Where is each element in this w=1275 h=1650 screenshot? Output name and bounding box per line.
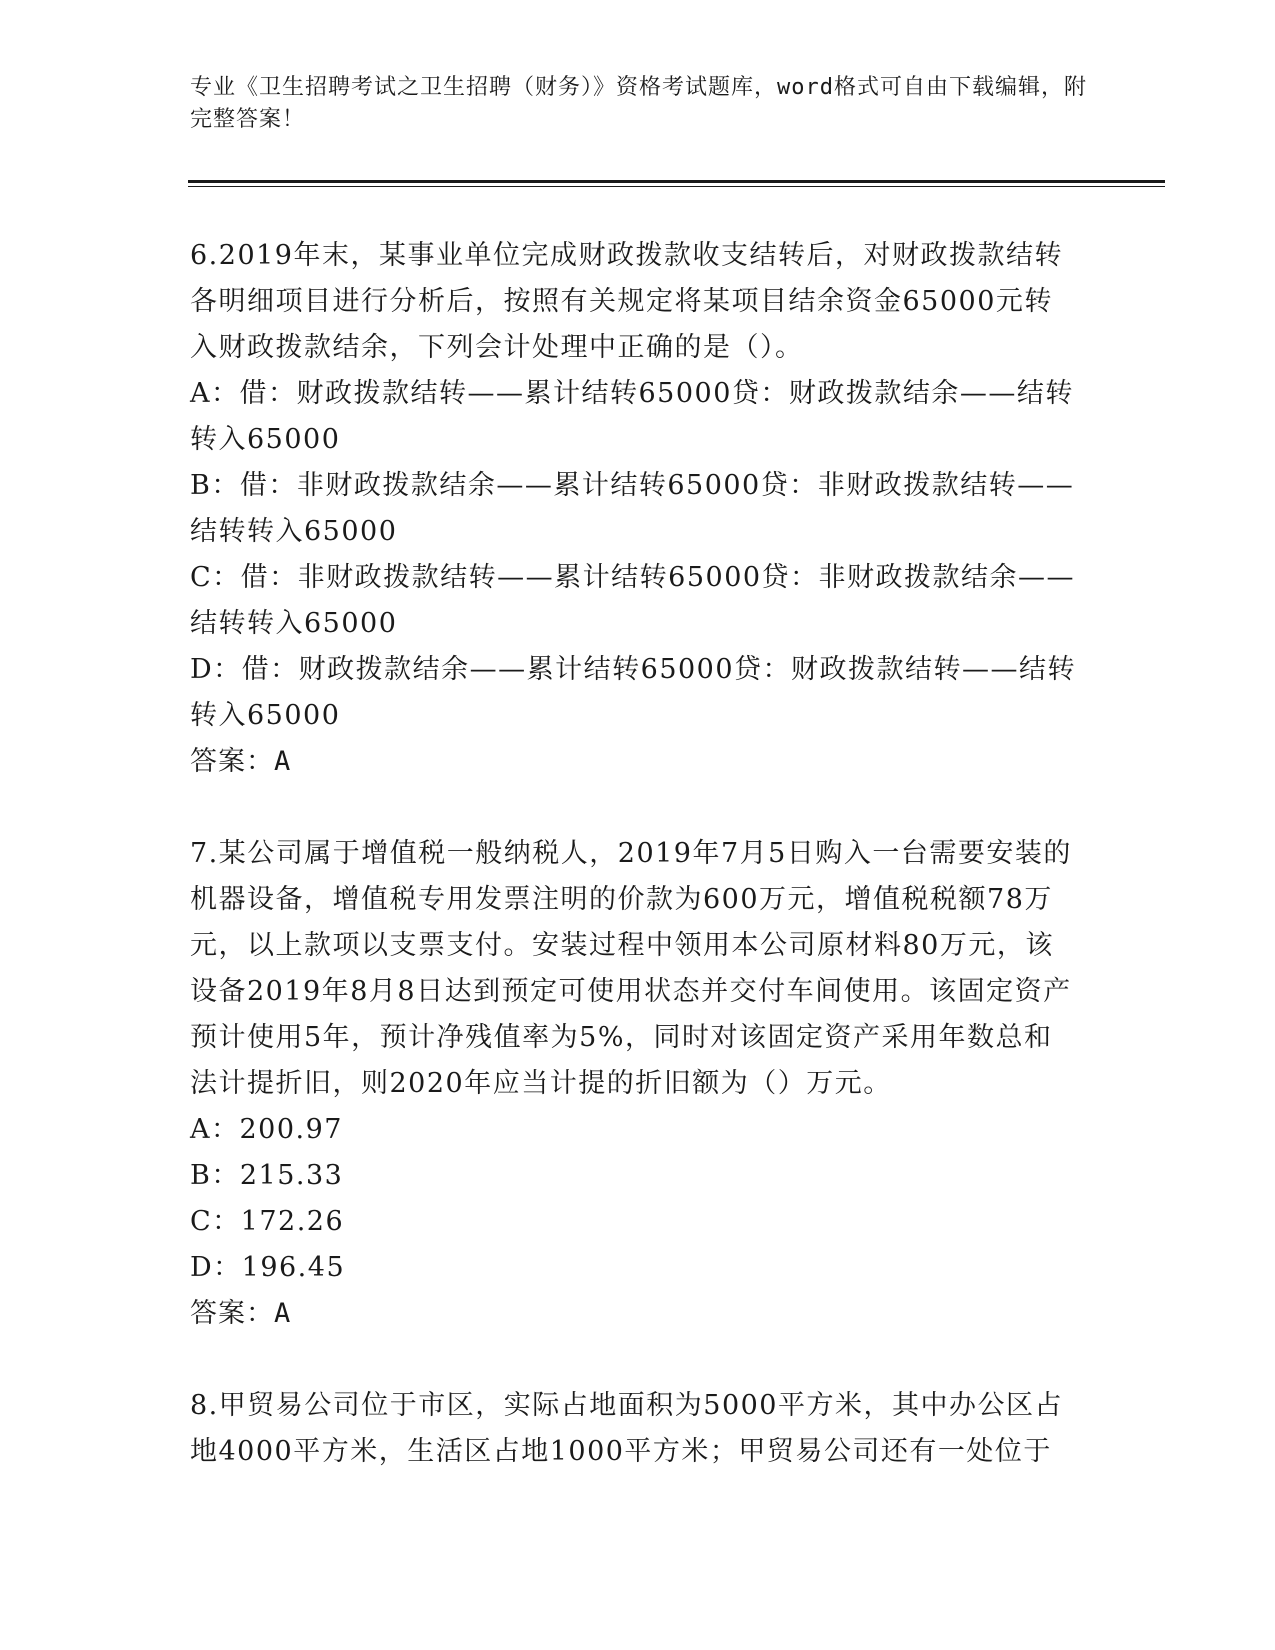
- answer-value: A: [274, 1298, 292, 1329]
- question-list: [190, 233, 1080, 1521]
- option-a: A：200.97: [190, 1114, 343, 1145]
- option-a: A：借：财政拨款结转——累计结转65000贷：财政拨款结余——结转转入65000: [190, 378, 1074, 455]
- option-b: B：215.33: [190, 1160, 344, 1191]
- question-stem: 7.某公司属于增值税一般纳税人，2019年7月5日购入一台需要安装的机器设备，增值税专用发票注明的价款为600万元，增值税税额78万元，以上款项以支票支付。安装过程中领用本公司原材料80万元，该设备2019年8月8日达到预定可使用状态并交付车间使用。该固定资产预计使用5年，预计净残值率为5%，同时对该固定资产采用年数总和法计提折旧，则2020年应当计提的折旧额为（）万元。: [190, 838, 1072, 1099]
- answer-label: 答案：: [190, 1298, 274, 1329]
- header-divider-thin: [188, 186, 1165, 187]
- question-7: [190, 831, 1080, 1337]
- option-c: C：172.26: [190, 1206, 345, 1237]
- question-stem: 8.甲贸易公司位于市区，实际占地面积为5000平方米，其中办公区占地4000平方米，生活区占地1000平方米；甲贸易公司还有一处位于: [190, 1390, 1063, 1467]
- question-8: [190, 1383, 1080, 1475]
- question-6: [190, 233, 1080, 785]
- option-b: B：借：非财政拨款结余——累计结转65000贷：非财政拨款结转——结转转入65000: [190, 470, 1075, 547]
- header-divider-thick: [188, 180, 1165, 183]
- question-stem: 6.2019年末，某事业单位完成财政拨款收支结转后，对财政拨款结转各明细项目进行分析后，按照有关规定将某项目结余资金65000元转入财政拨款结余，下列会计处理中正确的是（）。: [190, 240, 1063, 363]
- document-header: [190, 72, 1090, 136]
- answer-line: [190, 1291, 1080, 1337]
- answer-line: [190, 739, 1080, 785]
- option-d: D：196.45: [190, 1252, 346, 1283]
- answer-label: 答案：: [190, 746, 274, 777]
- answer-value: A: [274, 746, 292, 777]
- option-d: D：借：财政拨款结余——累计结转65000贷：财政拨款结转——结转转入65000: [190, 654, 1077, 731]
- option-c: C：借：非财政拨款结转——累计结转65000贷：非财政拨款结余——结转转入65000: [190, 562, 1076, 639]
- header-text: 专业《卫生招聘考试之卫生招聘（财务）》资格考试题库，word格式可自由下载编辑，附完整答案！: [190, 75, 1087, 132]
